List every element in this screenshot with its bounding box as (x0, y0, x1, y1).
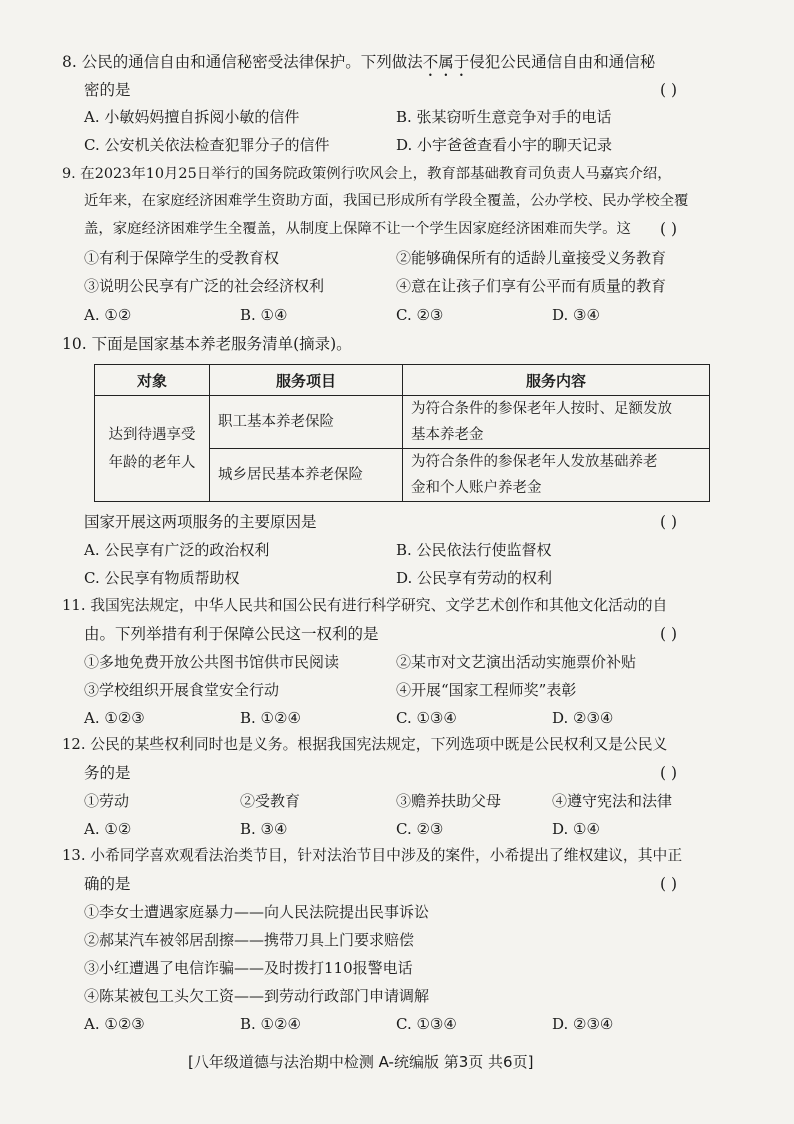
q8-emphasis: 不属于 (422, 53, 470, 71)
q11-line-2: 由。下列举措有利于保障公民这一权利的是 (84, 625, 379, 643)
q12-option-a: A. ①② (84, 820, 132, 838)
table-cell-item: 城乡居民基本养老保险 (210, 449, 403, 502)
q12-statement-2: ②受教育 (240, 792, 301, 810)
q13-answer-paren: ( ) (660, 875, 678, 893)
table-header-content: 服务内容 (403, 365, 710, 396)
q13-statement-1: ①李女士遭遇家庭暴力——向人民法院提出民事诉讼 (84, 903, 430, 921)
q8-option-d: D. 小宇爸爸查看小宇的聊天记录 (396, 136, 613, 154)
q13-option-a: A. ①②③ (84, 1015, 145, 1033)
table-row (95, 396, 710, 449)
q12-line-1: 12. 公民的某些权利同时也是义务。根据我国宪法规定，下列选项中既是公民权利又是公民义 (62, 736, 668, 753)
q11-statement-1: ①多地免费开放公共图书馆供市民阅读 (84, 653, 340, 671)
q13-option-c: C. ①③④ (396, 1015, 457, 1033)
q12-statement-4: ④遵守宪法和法律 (552, 792, 673, 810)
table-cell-target: 达到待遇享受 年龄的老年人 (95, 396, 210, 502)
q13-option-b: B. ①②④ (240, 1015, 301, 1033)
q13-option-d: D. ②③④ (552, 1015, 614, 1033)
q11-answer-paren: ( ) (660, 625, 678, 643)
q9-line-2: 近年来，在家庭经济困难学生资助方面，我国已形成所有学段全覆盖，公办学校、民办学校全覆 (84, 193, 689, 209)
q10-option-c: C. 公民享有物质帮助权 (84, 569, 240, 587)
q8-option-a: A. 小敏妈妈擅自拆阅小敏的信件 (84, 108, 300, 126)
q9-option-c: C. ②③ (396, 306, 444, 324)
q9-statement-4: ④意在让孩子们享有公平而有质量的教育 (396, 277, 667, 295)
q10-line-1: 10. 下面是国家基本养老服务清单(摘录)。 (62, 335, 352, 353)
table-cell-content: 为符合条件的参保老年人按时、足额发放 基本养老金 (403, 396, 710, 449)
q11-option-b: B. ①②④ (240, 709, 301, 727)
q12-statement-1: ①劳动 (84, 792, 130, 810)
q11-option-d: D. ②③④ (552, 709, 614, 727)
q8-option-b: B. 张某窃听生意竞争对手的电话 (396, 108, 612, 126)
q8-line-1: 8. 公民的通信自由和通信秘密受法律保护。下列做法不属于侵犯公民通信自由和通信秘 (62, 53, 656, 71)
table-header-row (95, 365, 710, 396)
q11-option-a: A. ①②③ (84, 709, 145, 727)
q13-statement-2: ②郝某汽车被邻居刮擦——携带刀具上门要求赔偿 (84, 931, 415, 949)
q11-line-1: 11. 我国宪法规定，中华人民共和国公民有进行科学研究、文学艺术创作和其他文化活动的自 (62, 597, 668, 614)
table-header-target: 对象 (95, 365, 210, 396)
q11-option-c: C. ①③④ (396, 709, 457, 727)
q9-option-b: B. ①④ (240, 306, 288, 324)
q10-option-a: A. 公民享有广泛的政治权利 (84, 541, 270, 559)
q13-line-2: 确的是 (84, 875, 131, 893)
q8-line-2: 密的是 (84, 81, 131, 99)
q11-statement-2: ②某市对文艺演出活动实施票价补贴 (396, 653, 637, 671)
q12-option-b: B. ③④ (240, 820, 288, 838)
q13-statement-3: ③小红遭遇了电信诈骗——及时拨打110报警电话 (84, 959, 413, 977)
table-header-item: 服务项目 (210, 365, 403, 396)
page-footer: [八年级道德与法治期中检测 A-统编版 第3页 共6页] (188, 1053, 534, 1071)
q9-statement-1: ①有利于保障学生的受教育权 (84, 249, 280, 267)
pension-service-table (94, 364, 710, 502)
q11-statement-4: ④开展“国家工程师奖”表彰 (396, 681, 577, 699)
q12-option-c: C. ②③ (396, 820, 444, 838)
q12-option-d: D. ①④ (552, 820, 600, 838)
q12-answer-paren: ( ) (660, 764, 678, 782)
table-cell-content: 为符合条件的参保老年人发放基础养老 金和个人账户养老金 (403, 449, 710, 502)
q10-answer-paren: ( ) (660, 513, 678, 531)
q9-statement-3: ③说明公民享有广泛的社会经济权利 (84, 277, 325, 295)
q8-option-c: C. 公安机关依法检查犯罪分子的信件 (84, 136, 330, 154)
q9-option-d: D. ③④ (552, 306, 600, 324)
q10-option-d: D. 公民享有劳动的权利 (396, 569, 553, 587)
table-cell-item: 职工基本养老保险 (210, 396, 403, 449)
q13-line-1: 13. 小希同学喜欢观看法治类节目，针对法治节目中涉及的案件，小希提出了维权建议，其中正 (62, 847, 683, 864)
q12-statement-3: ③赡养扶助父母 (396, 792, 502, 810)
q10-stem: 国家开展这两项服务的主要原因是 (84, 513, 317, 531)
q9-option-a: A. ①② (84, 306, 132, 324)
q12-line-2: 务的是 (84, 764, 131, 782)
q9-answer-paren: ( ) (660, 220, 678, 238)
q13-statement-4: ④陈某被包工头欠工资——到劳动行政部门申请调解 (84, 987, 430, 1005)
q9-line-1: 9. 在2023年10月25日举行的国务院政策例行吹风会上，教育部基础教育司负责人马嘉宾介绍， (62, 166, 672, 182)
q11-statement-3: ③学校组织开展食堂安全行动 (84, 681, 280, 699)
q10-option-b: B. 公民依法行使监督权 (396, 541, 552, 559)
q9-line-3: 盖，家庭经济困难学生全覆盖，从制度上保障不让一个学生因家庭经济困难而失学。这 (84, 221, 631, 237)
q8-answer-paren: ( ) (660, 81, 678, 99)
q9-statement-2: ②能够确保所有的适龄儿童接受义务教育 (396, 249, 667, 267)
